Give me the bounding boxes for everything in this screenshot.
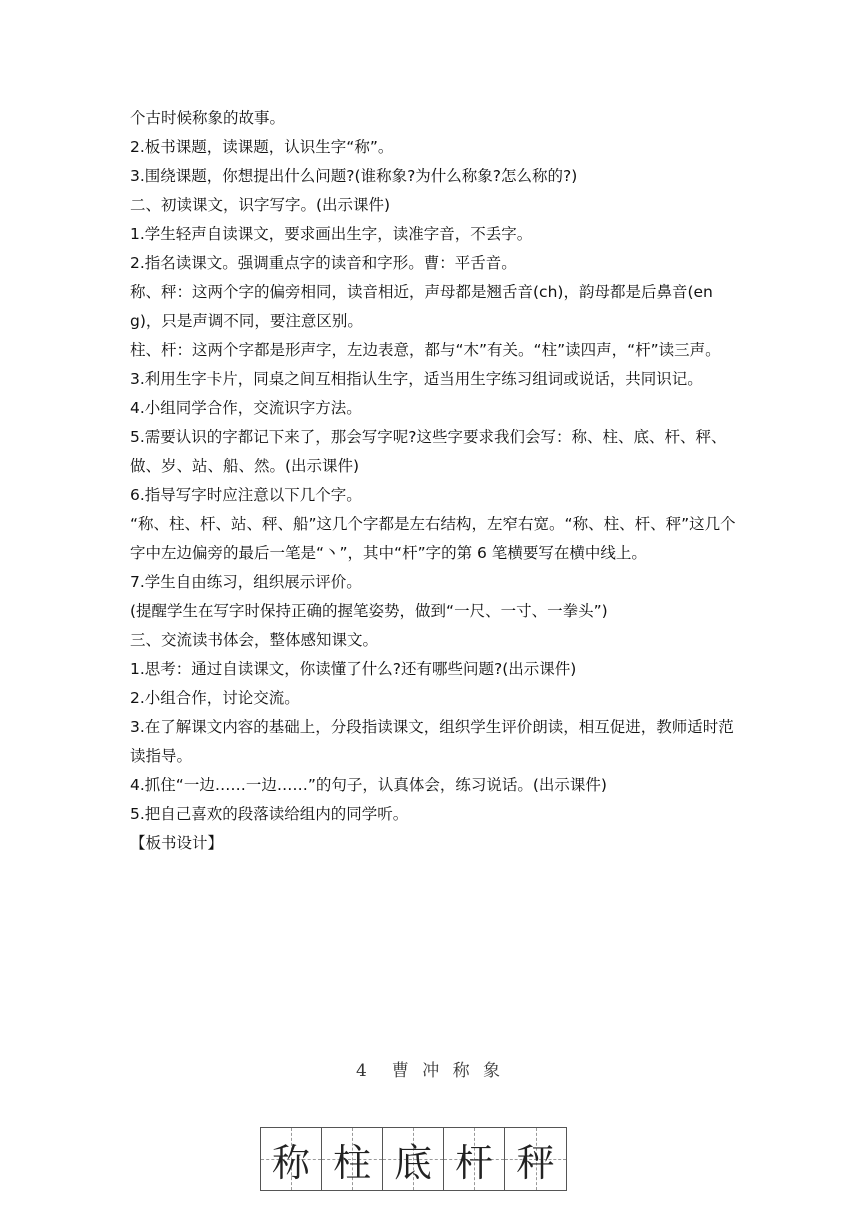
character-cell [444,1128,505,1190]
section-heading: 三、交流读书体会，整体感知课文。 [130,631,379,649]
paragraph: 1.思考：通过自读课文，你读懂了什么?还有哪些问题?(出示课件) [130,660,577,678]
character-glyph: 杆 [454,1140,493,1185]
paragraph: 3.在了解课文内容的基础上，分段指读课文，组织学生评价朗读，相互促进，教师适时范读指导。 [130,718,734,765]
character-cell [261,1128,322,1190]
paragraph: 1.学生轻声自读课文，要求画出生字，读准字音，不丢字。 [130,225,533,243]
paragraph: 3.利用生字卡片，同桌之间互相指认生字，适当用生字练习组词或说话，共同识记。 [130,370,703,388]
board-title: 4 曹 冲 称 象 [355,1061,505,1081]
character-cell [383,1128,444,1190]
paragraph: 2.小组合作，讨论交流。 [130,689,300,707]
paragraph: 6.指导写字时应注意以下几个字。 [130,486,362,504]
character-cell [505,1128,566,1190]
paragraph: 7.学生自由练习，组织展示评价。 [130,573,362,591]
lesson-text [130,104,736,858]
character-cell [322,1128,383,1190]
paragraph: (提醒学生在写字时保持正确的握笔姿势，做到“一尺、一寸、一拳头”) [130,602,608,620]
paragraph: 3.围绕课题，你想提出什么问题?(谁称象?为什么称象?怎么称的?) [130,167,578,185]
character-grid [260,1127,567,1191]
character-glyph: 柱 [332,1140,371,1185]
paragraph: 称、秤：这两个字的偏旁相同，读音相近，声母都是翘舌音(ch)，韵母都是后鼻音(eng)，只是声调不同，要注意区别。 [130,283,713,330]
board-design-heading: 【板书设计】 [130,834,224,852]
paragraph: 5.需要认识的字都记下来了，那会写字呢?这些字要求我们会写：称、柱、底、杆、秤、做、岁、站、船、然。(出示课件) [130,428,727,475]
paragraph: 4.小组同学合作，交流识字方法。 [130,399,362,417]
character-glyph: 称 [271,1140,310,1185]
paragraph: 2.板书课题，读课题，认识生字“称”。 [130,138,394,156]
paragraph: 5.把自己喜欢的段落读给组内的同学听。 [130,805,409,823]
paragraph: 个古时候称象的故事。 [130,109,286,127]
paragraph: 4.抓住“一边……一边……”的句子，认真体会，练习说话。(出示课件) [130,776,607,794]
character-glyph: 秤 [516,1140,555,1185]
section-heading: 二、初读课文，识字写字。(出示课件) [130,196,391,214]
paragraph: 柱、杆：这两个字都是形声字，左边表意，都与“木”有关。“柱”读四声，“杆”读三声。 [130,341,721,359]
paragraph: “称、柱、杆、站、秤、船”这几个字都是左右结构，左窄右宽。“称、柱、杆、秤”这几个字中左边偏旁的最后一笔是“丶”，其中“杆”字的第 6 笔横要写在横中线上。 [130,515,736,562]
character-glyph: 底 [393,1140,432,1185]
paragraph: 2.指名读课文。强调重点字的读音和字形。曹：平舌音。 [130,254,517,272]
